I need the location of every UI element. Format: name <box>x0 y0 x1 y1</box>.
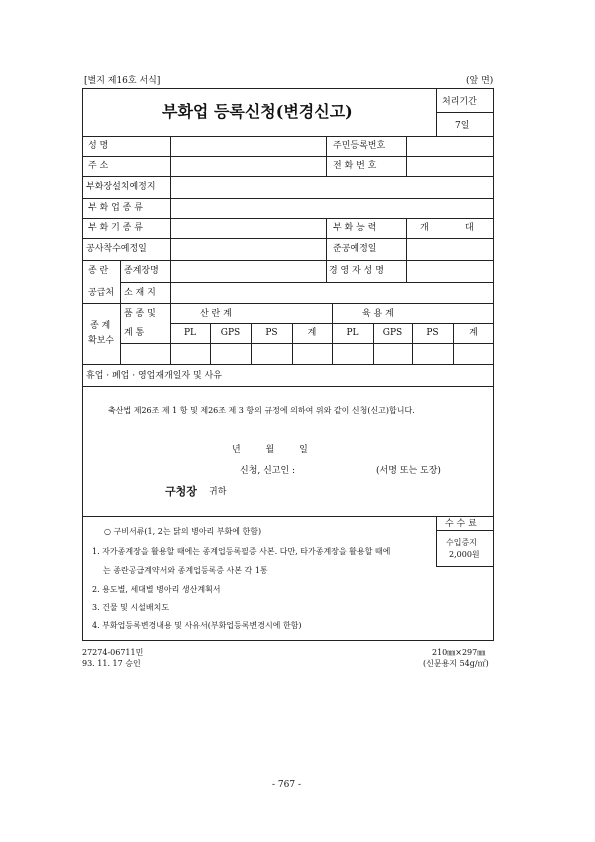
col-line <box>436 516 437 566</box>
paper-type: (신문용지 54g/㎡) <box>423 659 489 668</box>
id-number-label: 주민등록번호 <box>333 141 386 151</box>
page-number: - 767 - <box>272 780 301 790</box>
form-code: 27274-06711민 <box>82 648 144 657</box>
page-side-label: (앞 면) <box>466 76 494 86</box>
address-label: 주 소 <box>88 161 109 171</box>
closure-reason-label: 휴업 · 폐업 · 영업재개일자 및 사유 <box>86 371 222 381</box>
docs-item-1a: 1. 자가종계장을 활용할 때에는 종계업등록필증 사본. 다만, 타가종계장을 활용할 때에 <box>92 547 391 556</box>
construction-end-label: 준공예정일 <box>333 244 377 254</box>
row-line <box>120 343 494 344</box>
applicant-label: 신청, 신고인 : <box>240 466 296 476</box>
breeder-farm-label: 종계장명 <box>124 266 159 276</box>
processing-period-value: 7일 <box>455 121 470 131</box>
docs-item-4: 4. 부화업등록변경내용 및 사유서(부화업등록변경시에 한함) <box>92 621 302 630</box>
strain-label-top: 품 종 및 <box>124 309 156 319</box>
row-line <box>82 136 494 137</box>
row-line <box>82 516 494 517</box>
col-line <box>170 260 171 364</box>
col-line <box>326 136 327 176</box>
operator-name-label: 경 영 자 성 명 <box>329 266 384 276</box>
hatcher-type-label: 부 화 기 종 류 <box>88 223 143 233</box>
egg-gps-header: GPS <box>220 328 241 338</box>
col-line <box>406 260 407 282</box>
hatch-capacity-label: 부 화 능 력 <box>333 223 377 233</box>
col-line <box>406 218 407 260</box>
fee-stamp: 수입증지 <box>446 538 477 547</box>
recipient: 구청장 <box>165 485 197 498</box>
recipient-honorific: 귀하 <box>209 487 227 497</box>
date-line: 년 월 일 <box>232 445 308 455</box>
breeder-count-label-bottom: 확보수 <box>88 336 115 346</box>
strain-label-bottom: 계 통 <box>124 328 145 338</box>
paper-size: 210㎜×297㎜ <box>432 648 486 657</box>
name-label: 성 명 <box>88 141 109 151</box>
row-line <box>82 386 494 387</box>
row-line <box>436 530 494 531</box>
col-line <box>326 260 327 282</box>
row-line <box>82 303 494 304</box>
breeder-count-label-top: 종 계 <box>90 321 111 331</box>
meat-total-header: 계 <box>469 328 478 338</box>
row-line <box>82 156 494 157</box>
row-line <box>120 282 494 283</box>
processing-period-label: 처리기간 <box>442 97 477 107</box>
row-line <box>82 260 494 261</box>
egg-ps-header: PS <box>265 328 278 338</box>
meat-ps-header: PS <box>426 328 439 338</box>
col-line <box>326 218 327 260</box>
fee-amount: 2,000원 <box>449 550 480 559</box>
egg-total-header: 계 <box>307 328 317 338</box>
business-type-label: 부 화 업 종 류 <box>88 203 143 213</box>
supplier-label-bottom: 공급처 <box>88 288 115 298</box>
approval-date: 93. 11. 17 승인 <box>82 659 141 668</box>
docs-intro: ○ 구비서류(1, 2는 닭의 병아리 부화에 한함) <box>104 527 262 536</box>
col-line <box>170 136 171 260</box>
form-title: 부화업 등록신청(변경신고) <box>162 102 353 121</box>
row-line <box>82 198 494 199</box>
col-line <box>120 260 121 364</box>
broiler-group-label: 육 용 계 <box>362 309 394 319</box>
row-line <box>82 238 494 239</box>
form-number: [별지 제16호 서식] <box>84 76 161 86</box>
period-divider <box>436 112 494 113</box>
supplier-label-top: 종 란 <box>88 266 109 276</box>
phone-label: 전 화 번 호 <box>333 161 377 171</box>
signature-hint: (서명 또는 도장) <box>376 466 441 476</box>
row-line <box>82 364 494 365</box>
location-label: 소 재 지 <box>124 288 156 298</box>
row-line <box>82 176 494 177</box>
capacity-unit-egg: 개 <box>420 223 429 233</box>
meat-gps-header: GPS <box>382 328 403 338</box>
construction-start-label: 공사착수예정일 <box>86 244 147 254</box>
fee-label: 수 수 료 <box>445 519 477 529</box>
docs-item-2: 2. 용도별, 세대별 병아리 생산계획서 <box>92 585 221 594</box>
meat-pl-header: PL <box>346 328 359 338</box>
docs-item-1b: 는 종란공급계약서와 종계업등록증 사본 각 1통 <box>103 566 268 575</box>
capacity-unit-machine: 대 <box>465 223 474 233</box>
col-line <box>406 136 407 176</box>
row-line <box>82 218 494 219</box>
egg-layer-group-label: 산 란 계 <box>200 309 232 319</box>
egg-pl-header: PL <box>183 328 197 338</box>
hatchery-site-label: 부화장설치예정지 <box>86 182 156 192</box>
row-line <box>436 566 494 567</box>
docs-item-3: 3. 건물 및 시설배치도 <box>92 603 170 612</box>
legal-statement: 축산법 제26조 제 1 항 및 제26조 제 3 항의 규정에 의하여 위와 같이 신청(신고)합니다. <box>108 406 415 415</box>
